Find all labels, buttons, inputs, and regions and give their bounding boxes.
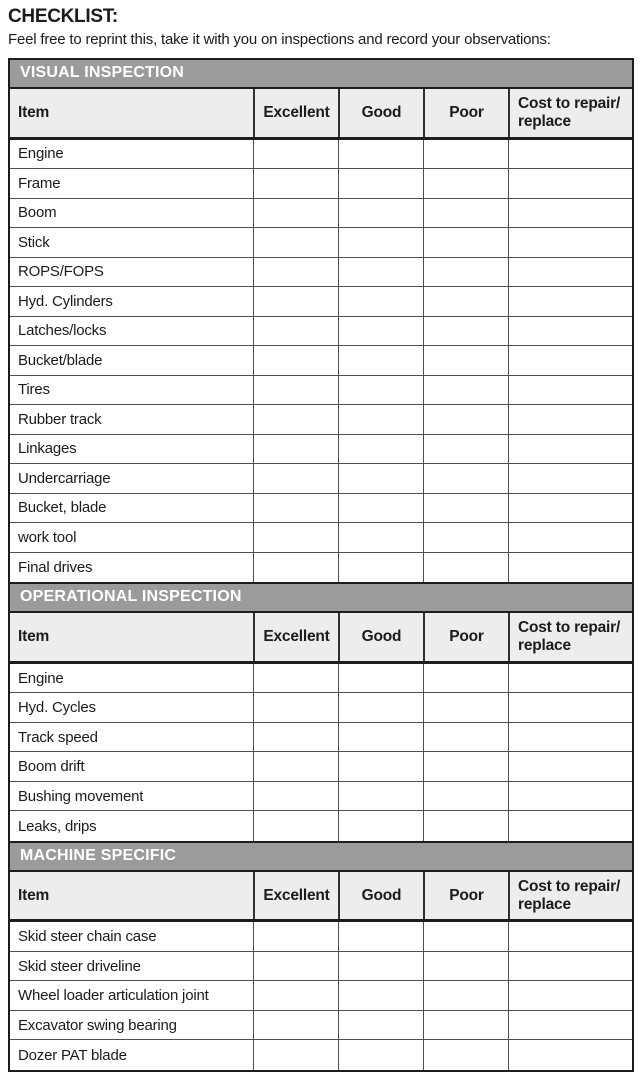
cost-cell [508, 140, 632, 169]
good-cell [338, 922, 423, 951]
excellent-cell [253, 981, 338, 1010]
good-cell [338, 494, 423, 523]
excellent-cell [253, 317, 338, 346]
table-row [10, 723, 632, 753]
poor-cell [423, 199, 508, 228]
good-cell [338, 553, 423, 583]
column-header-poor: Poor [423, 872, 508, 920]
cost-cell [508, 664, 632, 693]
poor-cell [423, 140, 508, 169]
excellent-cell [253, 723, 338, 752]
poor-cell [423, 952, 508, 981]
good-cell [338, 723, 423, 752]
poor-cell [423, 464, 508, 493]
item-label: Engine [18, 145, 64, 163]
poor-cell [423, 258, 508, 287]
item-label: Boom [18, 204, 57, 222]
table-row [10, 752, 632, 782]
column-header-cost: Cost to repair/ replace [508, 613, 632, 661]
good-cell [338, 228, 423, 257]
excellent-cell [253, 693, 338, 722]
table-row [10, 435, 632, 465]
column-header-excellent: Excellent [253, 89, 338, 137]
table-row [10, 346, 632, 376]
column-header-item: Item [18, 628, 50, 646]
item-label: Bucket, blade [18, 499, 107, 517]
table-row [10, 1040, 632, 1070]
excellent-cell [253, 782, 338, 811]
poor-cell [423, 752, 508, 781]
poor-cell [423, 376, 508, 405]
good-cell [338, 664, 423, 693]
item-label: Undercarriage [18, 469, 111, 487]
poor-cell [423, 553, 508, 583]
item-label: work tool [18, 528, 77, 546]
poor-cell [423, 228, 508, 257]
poor-cell [423, 693, 508, 722]
excellent-cell [253, 494, 338, 523]
excellent-cell [253, 553, 338, 583]
cost-cell [508, 1040, 632, 1070]
excellent-cell [253, 287, 338, 316]
poor-cell [423, 664, 508, 693]
excellent-cell [253, 228, 338, 257]
excellent-cell [253, 952, 338, 981]
poor-cell [423, 317, 508, 346]
section-operational-inspection [10, 582, 632, 841]
section-header-machine-specific: MACHINE SPECIFIC [10, 841, 632, 872]
table-row [10, 1011, 632, 1041]
poor-cell [423, 1011, 508, 1040]
column-header-row [10, 872, 632, 923]
excellent-cell [253, 376, 338, 405]
item-label: ROPS/FOPS [18, 263, 104, 281]
column-header-poor: Poor [423, 89, 508, 137]
good-cell [338, 1011, 423, 1040]
excellent-cell [253, 1040, 338, 1070]
good-cell [338, 464, 423, 493]
table-row [10, 405, 632, 435]
section-rows [10, 140, 632, 583]
item-label: Frame [18, 174, 61, 192]
cost-cell [508, 228, 632, 257]
good-cell [338, 287, 423, 316]
column-header-good: Good [338, 613, 423, 661]
poor-cell [423, 811, 508, 841]
good-cell [338, 169, 423, 198]
excellent-cell [253, 1011, 338, 1040]
cost-cell [508, 258, 632, 287]
poor-cell [423, 346, 508, 375]
poor-cell [423, 287, 508, 316]
cost-cell [508, 693, 632, 722]
good-cell [338, 752, 423, 781]
table-row [10, 376, 632, 406]
cost-cell [508, 523, 632, 552]
good-cell [338, 1040, 423, 1070]
section-machine-specific [10, 841, 632, 1070]
column-header-cost: Cost to repair/ replace [508, 89, 632, 137]
poor-cell [423, 782, 508, 811]
good-cell [338, 435, 423, 464]
excellent-cell [253, 811, 338, 841]
cost-cell [508, 752, 632, 781]
item-label: Wheel loader articulation joint [18, 987, 209, 1005]
good-cell [338, 981, 423, 1010]
cost-cell [508, 169, 632, 198]
table-row [10, 228, 632, 258]
column-header-good: Good [338, 89, 423, 137]
excellent-cell [253, 752, 338, 781]
item-label: Skid steer chain case [18, 928, 157, 946]
table-row [10, 811, 632, 841]
poor-cell [423, 494, 508, 523]
column-header-item: Item [18, 886, 50, 904]
item-label: Latches/locks [18, 322, 107, 340]
section-rows [10, 922, 632, 1070]
item-label: Skid steer driveline [18, 957, 141, 975]
cost-cell [508, 346, 632, 375]
item-label: Rubber track [18, 410, 102, 428]
good-cell [338, 346, 423, 375]
item-label: Stick [18, 233, 50, 251]
poor-cell [423, 922, 508, 951]
column-header-excellent: Excellent [253, 872, 338, 920]
table-row [10, 782, 632, 812]
table-row [10, 287, 632, 317]
cost-cell [508, 811, 632, 841]
item-label: Bushing movement [18, 787, 144, 805]
column-header-item: Item [18, 103, 50, 121]
cost-cell [508, 376, 632, 405]
cost-cell [508, 435, 632, 464]
excellent-cell [253, 140, 338, 169]
cost-cell [508, 199, 632, 228]
excellent-cell [253, 523, 338, 552]
table-row [10, 693, 632, 723]
section-header-visual-inspection: VISUAL INSPECTION [10, 60, 632, 89]
good-cell [338, 523, 423, 552]
item-label: Engine [18, 669, 64, 687]
poor-cell [423, 435, 508, 464]
table-row [10, 258, 632, 288]
excellent-cell [253, 169, 338, 198]
page-title: CHECKLIST: [8, 6, 118, 27]
column-header-excellent: Excellent [253, 613, 338, 661]
page-subtitle: Feel free to reprint this, take it with you on inspections and record your observations: [8, 31, 551, 48]
poor-cell [423, 981, 508, 1010]
excellent-cell [253, 664, 338, 693]
column-header-cost: Cost to repair/ replace [508, 872, 632, 920]
item-label: Track speed [18, 728, 98, 746]
excellent-cell [253, 435, 338, 464]
item-label: Boom drift [18, 758, 85, 775]
section-rows [10, 664, 632, 841]
item-label: Hyd. Cycles [18, 699, 96, 716]
good-cell [338, 317, 423, 346]
good-cell [338, 140, 423, 169]
table-row [10, 317, 632, 347]
cost-cell [508, 553, 632, 583]
item-label: Leaks, drips [18, 817, 97, 835]
poor-cell [423, 523, 508, 552]
cost-cell [508, 405, 632, 434]
item-label: Excavator swing bearing [18, 1016, 177, 1034]
excellent-cell [253, 258, 338, 287]
poor-cell [423, 405, 508, 434]
cost-cell [508, 922, 632, 951]
cost-cell [508, 287, 632, 316]
good-cell [338, 405, 423, 434]
cost-cell [508, 317, 632, 346]
cost-cell [508, 981, 632, 1010]
item-label: Dozer PAT blade [18, 1046, 127, 1064]
good-cell [338, 376, 423, 405]
good-cell [338, 811, 423, 841]
good-cell [338, 952, 423, 981]
column-header-good: Good [338, 872, 423, 920]
column-header-row [10, 613, 632, 664]
table-row [10, 169, 632, 199]
cost-cell [508, 1011, 632, 1040]
column-header-row [10, 89, 632, 140]
item-label: Hyd. Cylinders [18, 292, 113, 310]
column-header-poor: Poor [423, 613, 508, 661]
table-row [10, 922, 632, 952]
cost-cell [508, 494, 632, 523]
good-cell [338, 782, 423, 811]
excellent-cell [253, 405, 338, 434]
item-label: Tires [18, 381, 50, 399]
good-cell [338, 693, 423, 722]
good-cell [338, 258, 423, 287]
excellent-cell [253, 464, 338, 493]
item-label: Final drives [18, 558, 93, 576]
poor-cell [423, 1040, 508, 1070]
good-cell [338, 199, 423, 228]
table-row [10, 952, 632, 982]
table-row [10, 494, 632, 524]
cost-cell [508, 782, 632, 811]
table-row [10, 464, 632, 494]
poor-cell [423, 723, 508, 752]
table-row [10, 981, 632, 1011]
inspection-table [8, 58, 634, 1072]
poor-cell [423, 169, 508, 198]
table-row [10, 523, 632, 553]
cost-cell [508, 952, 632, 981]
table-row [10, 664, 632, 694]
cost-cell [508, 723, 632, 752]
excellent-cell [253, 922, 338, 951]
section-header-operational-inspection: OPERATIONAL INSPECTION [10, 582, 632, 613]
item-label: Linkages [18, 440, 77, 458]
section-visual-inspection [10, 60, 632, 582]
table-row [10, 140, 632, 170]
cost-cell [508, 464, 632, 493]
item-label: Bucket/blade [18, 351, 103, 369]
table-row [10, 553, 632, 583]
table-row [10, 199, 632, 229]
excellent-cell [253, 199, 338, 228]
excellent-cell [253, 346, 338, 375]
